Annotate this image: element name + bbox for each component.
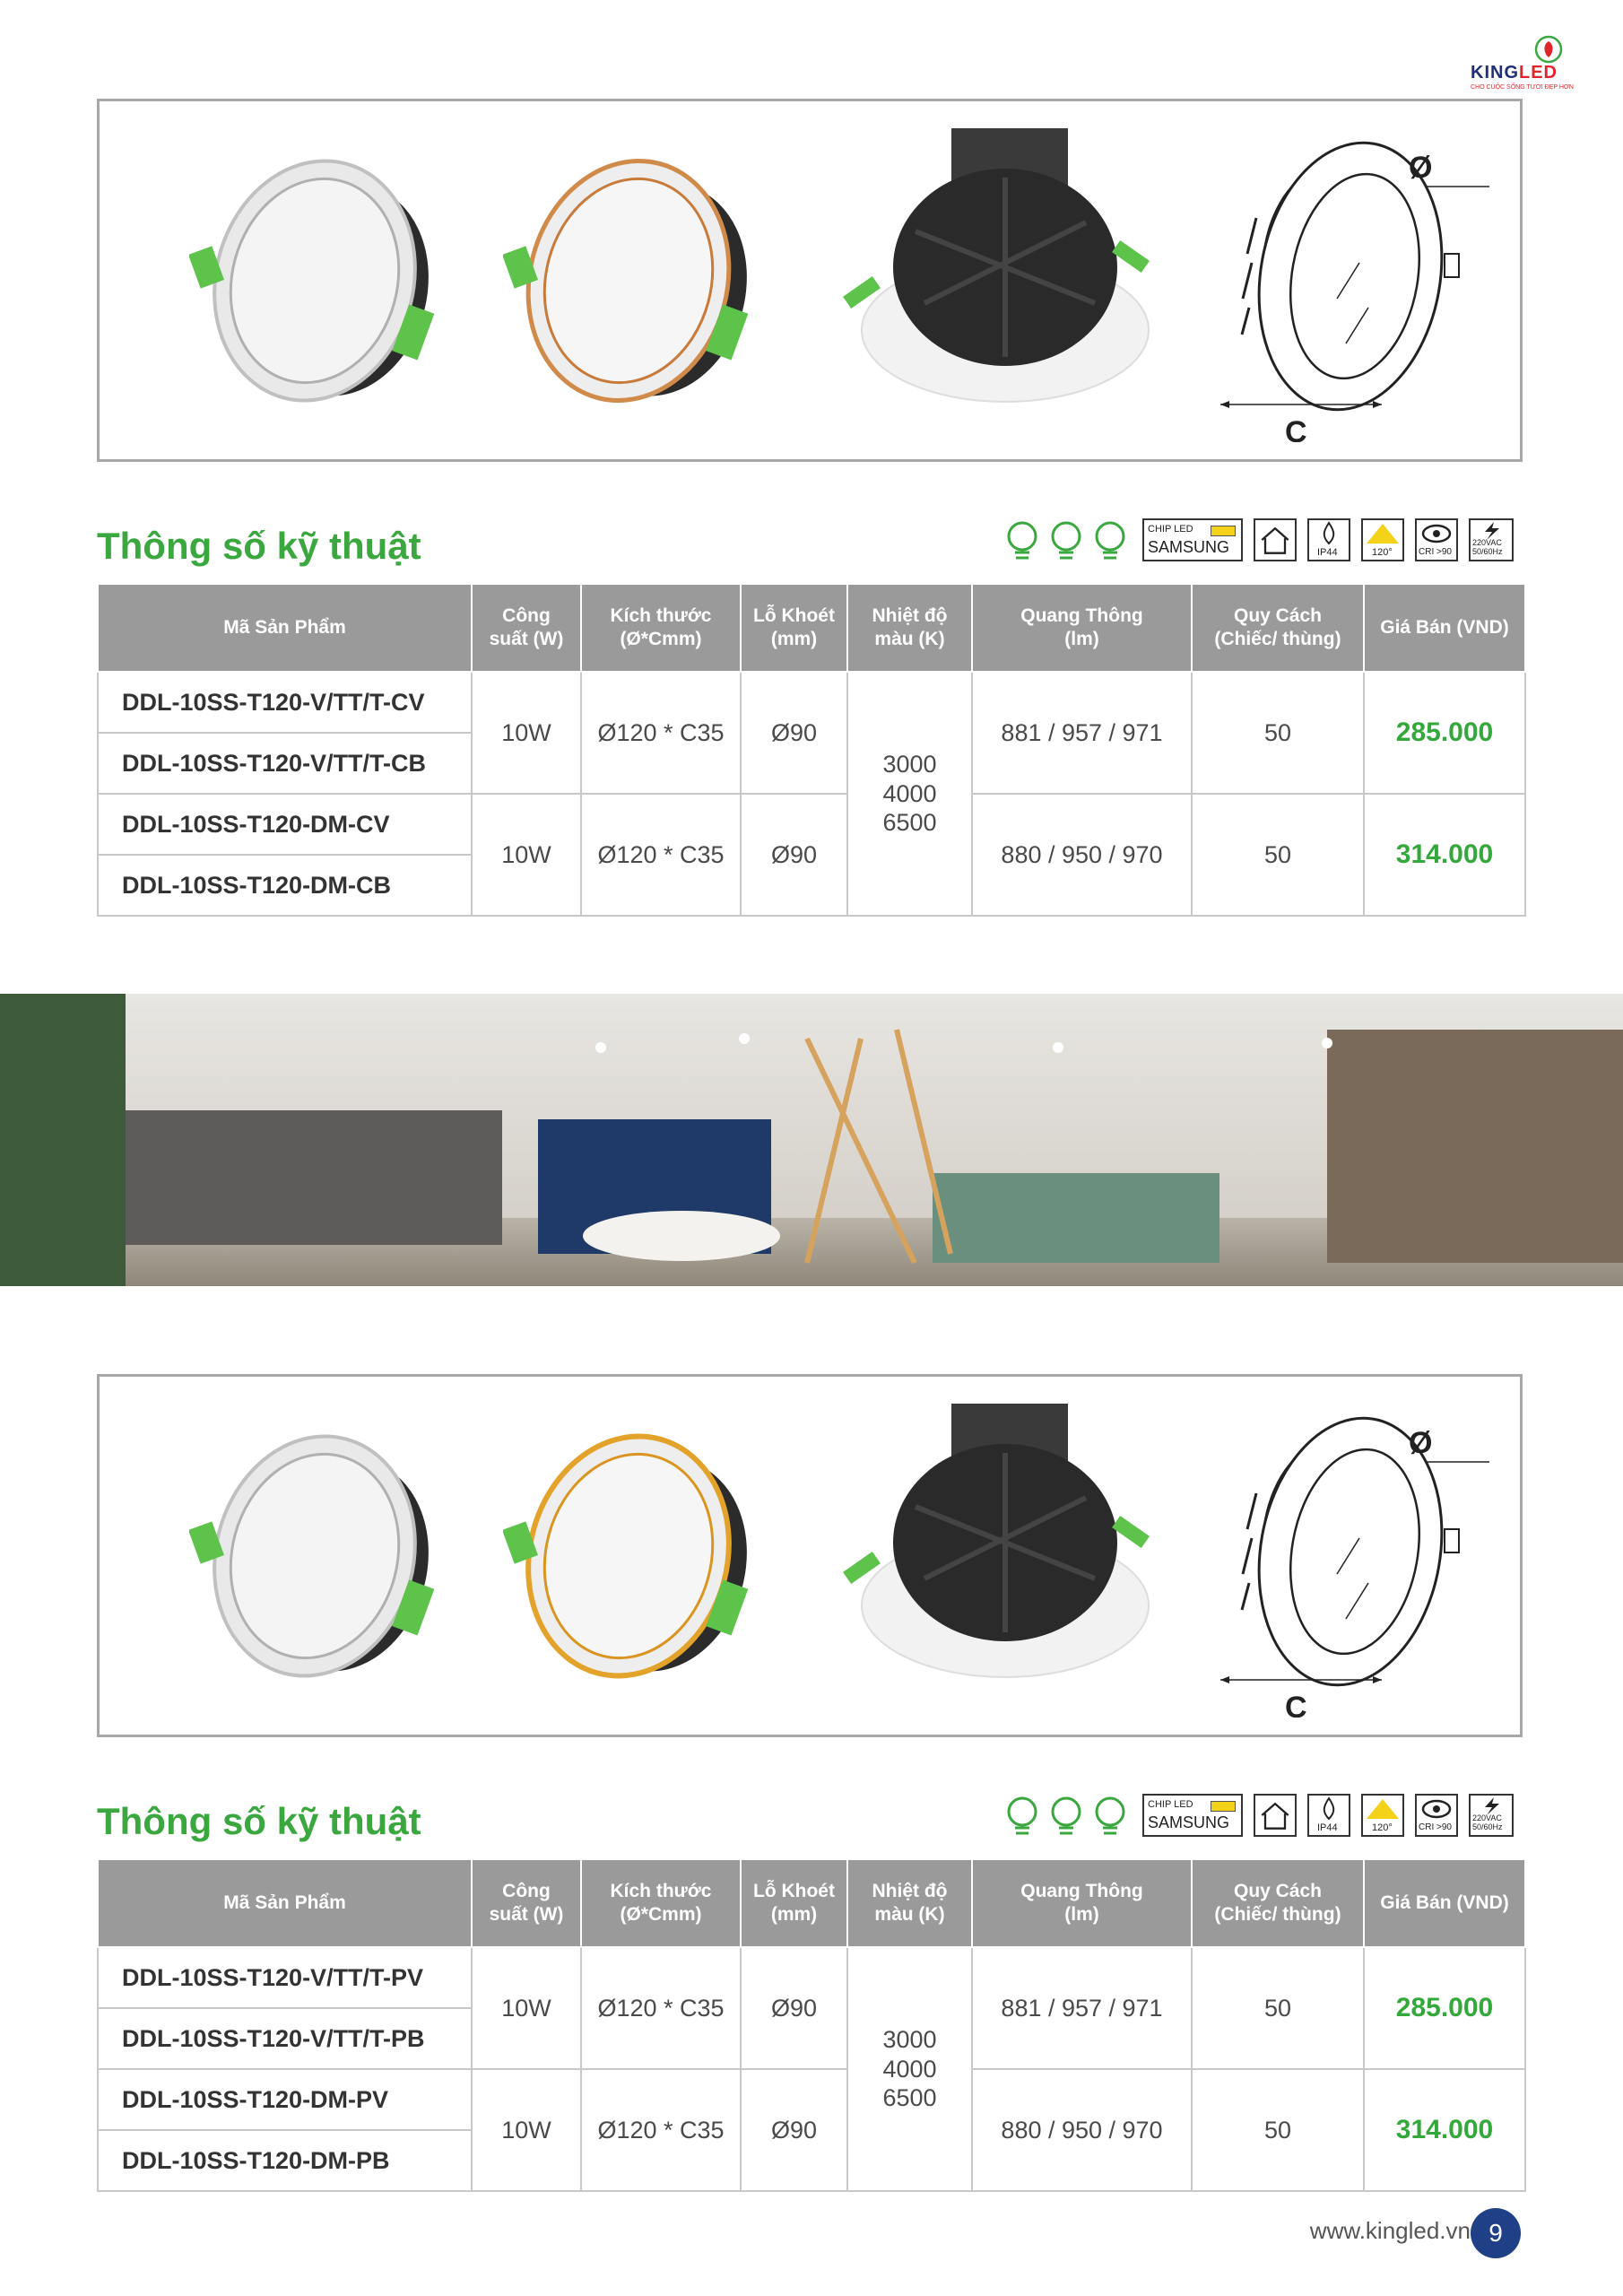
size-cell: Ø120 * C35	[581, 794, 741, 916]
header-size: Kích thước (Ø*Cmm)	[581, 1859, 741, 1947]
cutout-cell: Ø90	[741, 794, 847, 916]
website-link[interactable]: www.kingled.vn	[1309, 2217, 1471, 2244]
chip-led-badge: CHIP LED SAMSUNG	[1142, 518, 1243, 561]
product-code: DDL-10SS-T120-DM-PV	[98, 2069, 472, 2130]
power-cell: 10W	[472, 2069, 581, 2191]
pack-cell: 50	[1192, 672, 1364, 794]
header-pack: Quy Cách (Chiếc/ thùng)	[1192, 1859, 1364, 1947]
pack-cell: 50	[1192, 794, 1364, 916]
voltage-badge: 220VAC 50/60Hz	[1469, 518, 1514, 561]
table-row	[98, 794, 1525, 855]
header-lumen: Quang Thông (lm)	[972, 1859, 1192, 1947]
product-image-frame	[97, 1374, 1523, 1737]
header-price: Giá Bán (VND)	[1364, 1859, 1525, 1947]
beam-angle-badge: 120°	[1361, 518, 1404, 561]
header-code: Mã Sản Phẩm	[98, 1859, 472, 1947]
header-pack: Quy Cách (Chiếc/ thùng)	[1192, 584, 1364, 672]
power-cell: 10W	[472, 1947, 581, 2069]
product-code: DDL-10SS-T120-V/TT/T-CV	[98, 672, 472, 733]
lumen-cell: 881 / 957 / 971	[972, 672, 1192, 794]
diameter-label: Ø	[1409, 1426, 1433, 1460]
dimension-diagram	[1202, 1395, 1498, 1718]
pack-cell: 50	[1192, 1947, 1364, 2069]
price-cell: 314.000	[1364, 2069, 1525, 2191]
section-title: Thông số kỹ thuật	[97, 525, 421, 567]
size-cell: Ø120 * C35	[581, 1947, 741, 2069]
spec-table	[97, 583, 1526, 917]
ip44-badge: IP44	[1307, 1794, 1350, 1837]
product-code: DDL-10SS-T120-DM-CB	[98, 855, 472, 916]
header-temp: Nhiệt độ màu (K)	[847, 1859, 972, 1947]
price-cell: 314.000	[1364, 794, 1525, 916]
price-cell: 285.000	[1364, 672, 1525, 794]
spec-badges	[1002, 1788, 1523, 1842]
price-cell: 285.000	[1364, 1947, 1525, 2069]
product-code: DDL-10SS-T120-DM-CV	[98, 794, 472, 855]
cutout-cell: Ø90	[741, 672, 847, 794]
header-price: Giá Bán (VND)	[1364, 584, 1525, 672]
product-code: DDL-10SS-T120-V/TT/T-PV	[98, 1947, 472, 2008]
depth-label: C	[1285, 1691, 1307, 1718]
size-cell: Ø120 * C35	[581, 2069, 741, 2191]
bulb-icons	[1002, 1794, 1137, 1839]
spec-badges	[1002, 513, 1523, 567]
header-cutout: Lỗ Khoét (mm)	[741, 584, 847, 672]
lightning-icon	[1471, 1796, 1512, 1815]
downlight-gold-image	[503, 1408, 772, 1704]
spec-table	[97, 1858, 1526, 2192]
size-cell: Ø120 * C35	[581, 672, 741, 794]
leaf-icon	[1533, 34, 1564, 65]
water-drop-icon	[1309, 520, 1349, 547]
header-cutout: Lỗ Khoét (mm)	[741, 1859, 847, 1947]
eye-icon	[1417, 520, 1456, 545]
voltage-badge: 220VAC 50/60Hz	[1469, 1794, 1514, 1837]
pack-cell: 50	[1192, 2069, 1364, 2191]
beam-angle-badge: 120°	[1361, 1794, 1404, 1837]
lumen-cell: 880 / 950 / 970	[972, 2069, 1192, 2191]
color-temp-cell: 3000 4000 6500	[847, 672, 972, 916]
header-temp: Nhiệt độ màu (K)	[847, 584, 972, 672]
indoor-house-icon	[1254, 1794, 1297, 1837]
table-row	[98, 2069, 1525, 2130]
cutout-cell: Ø90	[741, 1947, 847, 2069]
beam-angle-icon	[1363, 1796, 1402, 1821]
ip44-badge: IP44	[1307, 518, 1350, 561]
brand-name: KINGLED	[1471, 63, 1558, 83]
chip-led-badge: CHIP LED SAMSUNG	[1142, 1794, 1243, 1837]
bulb-icons	[1002, 518, 1137, 563]
product-code: DDL-10SS-T120-V/TT/T-PB	[98, 2008, 472, 2069]
downlight-back-image	[835, 1399, 1158, 1704]
eye-icon	[1417, 1796, 1456, 1821]
cri-badge: CRI >90	[1415, 518, 1458, 561]
page-number: 9	[1471, 2208, 1521, 2258]
indoor-house-icon	[1254, 518, 1297, 561]
interior-banner-image	[0, 994, 1623, 1286]
header-power: Công suất (W)	[472, 584, 581, 672]
downlight-silver-image	[189, 1408, 458, 1704]
brand-tagline: CHO CUỘC SỐNG TƯƠI ĐẸP HƠN	[1471, 84, 1574, 91]
product-code: DDL-10SS-T120-V/TT/T-CB	[98, 733, 472, 794]
header-code: Mã Sản Phẩm	[98, 584, 472, 672]
power-cell: 10W	[472, 672, 581, 794]
water-drop-icon	[1309, 1796, 1349, 1822]
table-row	[98, 672, 1525, 733]
downlight-silver-image	[189, 133, 458, 429]
brand-logo	[1471, 34, 1587, 97]
lumen-cell: 881 / 957 / 971	[972, 1947, 1192, 2069]
table-row	[98, 1947, 1525, 2008]
dimension-diagram	[1202, 119, 1498, 442]
header-lumen: Quang Thông (lm)	[972, 584, 1192, 672]
table-header-row	[98, 1859, 1525, 1947]
table-header-row	[98, 584, 1525, 672]
section-title: Thông số kỹ thuật	[97, 1800, 421, 1842]
lightning-icon	[1471, 520, 1512, 540]
diameter-label: Ø	[1409, 151, 1433, 185]
header-size: Kích thước (Ø*Cmm)	[581, 584, 741, 672]
cutout-cell: Ø90	[741, 2069, 847, 2191]
lumen-cell: 880 / 950 / 970	[972, 794, 1192, 916]
beam-angle-icon	[1363, 520, 1402, 545]
power-cell: 10W	[472, 794, 581, 916]
depth-label: C	[1285, 415, 1307, 442]
downlight-gold-image	[503, 133, 772, 429]
product-image-frame	[97, 99, 1523, 462]
color-temp-cell: 3000 4000 6500	[847, 1947, 972, 2191]
downlight-back-image	[835, 124, 1158, 429]
header-power: Công suất (W)	[472, 1859, 581, 1947]
cri-badge: CRI >90	[1415, 1794, 1458, 1837]
product-code: DDL-10SS-T120-DM-PB	[98, 2130, 472, 2191]
